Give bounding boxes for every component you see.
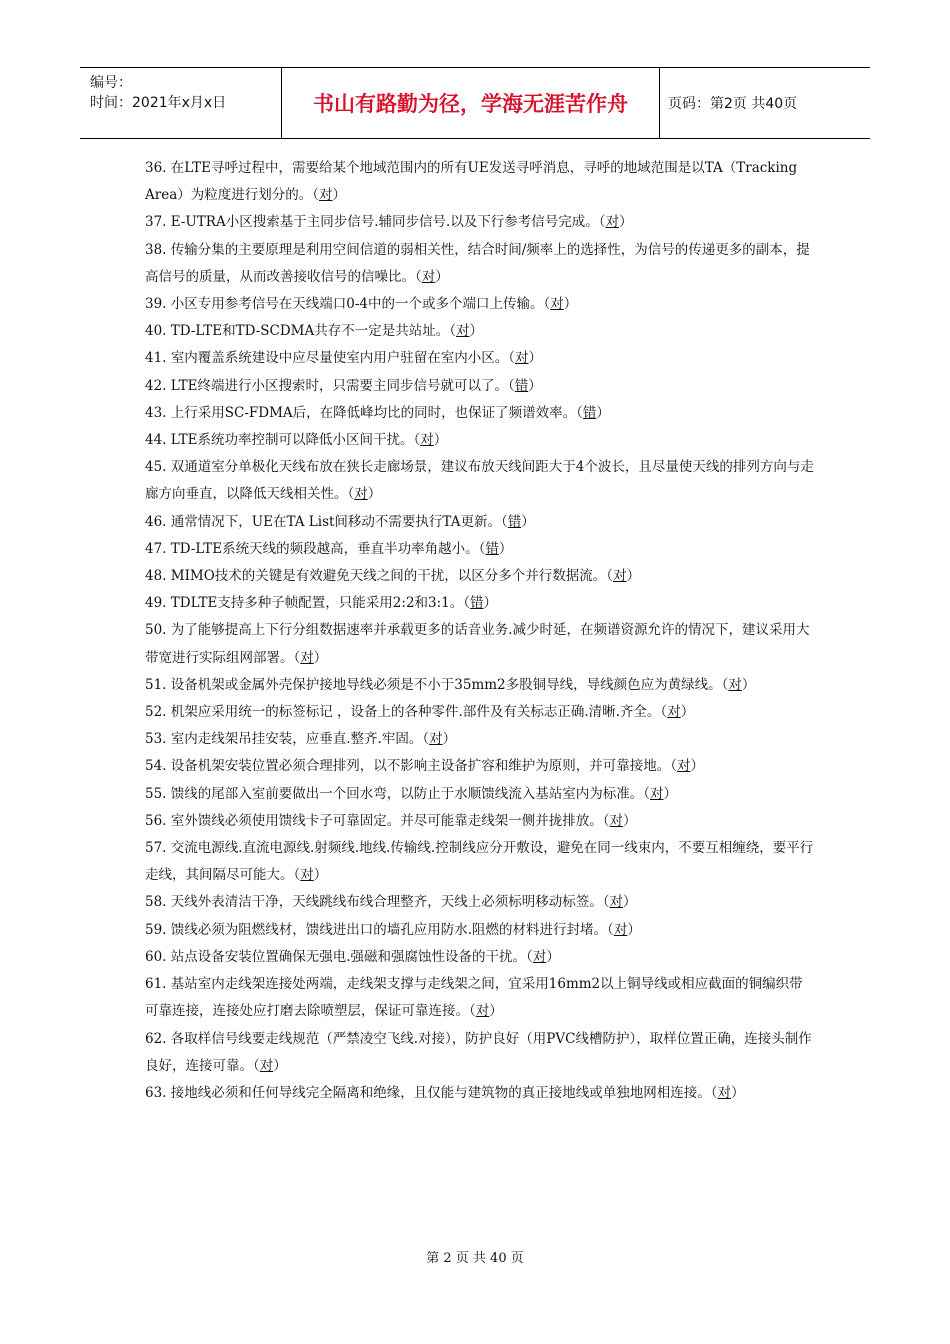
- question-text: 57. 交流电源线.直流电源线.射频线.地线.传输线.控制线应分开敷设，避免在同一线束内，不要互相缠绕，要平行走线，其间隔尽可能大。（: [145, 840, 814, 884]
- answer-close: ）: [627, 921, 641, 938]
- question-item: [145, 536, 815, 563]
- question-text: 36. 在LTE寻呼过程中，需要给某个地域范围内的所有UE发送寻呼消息，寻呼的地域范围是以TA（Tracking Area）为粒度进行划分的。（: [145, 160, 798, 204]
- answer-close: ）: [626, 568, 641, 585]
- answer-close: ）: [731, 1084, 745, 1101]
- question-item: [145, 889, 815, 916]
- question-item: [145, 590, 815, 617]
- question-item: [145, 237, 815, 291]
- answer-mark: 对: [605, 214, 620, 231]
- question-item: [145, 373, 815, 400]
- question-text: 55. 馈线的尾部入室前要做出一个回水弯，以防止于水顺馈线流入基站室内为标准。（: [145, 785, 651, 802]
- answer-mark: 对: [300, 649, 314, 666]
- answer-mark: 对: [550, 296, 564, 313]
- question-item: [145, 672, 815, 699]
- answer-close: ）: [596, 404, 610, 421]
- question-text: 45. 双通道室分单极化天线布放在狭长走廊场景，建议布放天线间距大于4个波长，且尽量使天线的排列方向与走廊方向垂直，以降低天线相关性。（: [145, 459, 814, 503]
- question-item: [145, 563, 815, 590]
- question-item: [145, 1080, 815, 1107]
- question-text: 43. 上行采用SC-FDMA后，在降低峰均比的同时，也保证了频谱效率。（: [145, 404, 583, 421]
- question-text: 44. LTE系统功率控制可以降低小区间干扰。（: [145, 432, 421, 449]
- question-text: 51. 设备机架或金属外壳保护接地导线必须是不小于35mm2多股铜导线，导线颜色应为黄绿线。（: [145, 676, 729, 693]
- number-label: 编号：: [90, 75, 132, 91]
- answer-mark: 对: [650, 785, 664, 802]
- question-text: 37. E-UTRA小区搜索基于主同步信号.辅同步信号.以及下行参考信号完成。（: [145, 214, 606, 231]
- question-text: 50. 为了能够提高上下行分组数据速率并承载更多的话音业务.减少时延，在频谱资源允许的情况下，建议采用大带宽进行实际组网部署。（: [145, 622, 810, 666]
- answer-close: ）: [332, 187, 346, 204]
- answer-mark: 对: [532, 948, 547, 965]
- question-text: 42. LTE终端进行小区搜索时，只需要主同步信号就可以了。（: [145, 377, 515, 394]
- answer-mark: 对: [609, 812, 624, 829]
- answer-close: ）: [623, 812, 637, 829]
- question-text: 58. 天线外表清洁干净，天线跳线布线合理整齐，天线上必须标明移动标签。（: [145, 894, 610, 911]
- answer-close: ）: [313, 649, 328, 666]
- question-text: 38. 传输分集的主要原理是利用空间信道的弱相关性，结合时间/频率上的选择性，为信号的传递更多的副本，提高信号的质量，从而改善接收信号的信噪比。（: [145, 241, 810, 285]
- answer-close: ）: [663, 785, 678, 802]
- header-motto: 书山有路勤为径，学海无涯苦作舟: [282, 68, 660, 138]
- question-text: 48. MIMO技术的关键是有效避免天线之间的干扰，以区分多个并行数据流。（: [145, 568, 614, 585]
- answer-close: ）: [546, 948, 560, 965]
- question-item: [145, 835, 815, 889]
- answer-close: ）: [690, 758, 705, 775]
- answer-close: ）: [528, 377, 542, 394]
- answer-close: ）: [435, 268, 449, 285]
- question-text: 53. 室内走线架吊挂安装，应垂直.整齐.牢固。（: [145, 731, 430, 748]
- answer-mark: 错: [470, 595, 484, 612]
- question-item: [145, 699, 815, 726]
- answer-mark: 对: [609, 894, 624, 911]
- question-text: 60. 站点设备安装位置确保无强电.强磁和强腐蚀性设备的干扰。（: [145, 948, 533, 965]
- answer-close: ）: [433, 432, 448, 449]
- question-text: 39. 小区专用参考信号在天线端口0-4中的一个或多个端口上传输。（: [145, 296, 551, 313]
- question-item: [145, 726, 815, 753]
- question-item: [145, 509, 815, 536]
- answer-mark: 对: [613, 921, 628, 938]
- question-text: 56. 室外馈线必须使用馈线卡子可靠固定。并尽可能靠走线架一侧并拢排放。（: [145, 812, 610, 829]
- answer-mark: 对: [354, 486, 368, 503]
- answer-close: ）: [442, 731, 457, 748]
- question-item: [145, 944, 815, 971]
- answer-close: ）: [489, 1003, 503, 1020]
- question-item: [145, 753, 815, 780]
- answer-mark: 对: [515, 350, 529, 367]
- answer-close: ）: [367, 486, 382, 503]
- question-text: 59. 馈线必须为阻燃线材，馈线进出口的墙孔应用防水.阻燃的材料进行封堵。（: [145, 921, 614, 938]
- answer-mark: 错: [514, 377, 529, 394]
- question-item: [145, 454, 815, 508]
- question-text: 62. 各取样信号线要走线规范（严禁凌空飞线.对接），防护良好（用PVC线槽防护），取样位置正确，连接头制作良好，连接可靠。（: [145, 1030, 812, 1074]
- answer-mark: 对: [613, 568, 627, 585]
- answer-mark: 对: [420, 432, 434, 449]
- answer-mark: 对: [667, 704, 681, 721]
- question-text: 52. 机架应采用统一的标签标记 ，设备上的各种零件.部件及有关标志正确.清晰.齐全。（: [145, 704, 668, 721]
- question-text: 63. 接地线必须和任何导线完全隔离和绝缘，且仅能与建筑物的真正接地线或单独地网相连接。（: [145, 1084, 718, 1101]
- answer-close: ）: [623, 894, 637, 911]
- question-item: [145, 345, 815, 372]
- answer-mark: 对: [429, 731, 443, 748]
- question-list: [145, 155, 815, 1107]
- question-item: [145, 209, 815, 236]
- answer-mark: 对: [300, 867, 314, 884]
- answer-mark: 对: [728, 676, 742, 693]
- header-meta: [80, 68, 282, 138]
- answer-close: ）: [498, 540, 513, 557]
- header-page-info: 页码：第2页 共40页: [668, 96, 798, 112]
- time-label: 时间：2021年x月x日: [90, 95, 227, 111]
- answer-mark: 对: [421, 268, 436, 285]
- question-text: 61. 基站室内走线架连接处两端，走线架支撑与走线架之间，宜采用16mm2以上铜导线或相应截面的铜编织带可靠连接，连接处应打磨去除喷塑层，保证可靠连接。（: [145, 976, 803, 1020]
- answer-close: ）: [563, 296, 578, 313]
- question-item: [145, 291, 815, 318]
- page-footer: 第 2 页 共 40 页: [426, 1251, 524, 1266]
- answer-mark: 对: [456, 323, 470, 340]
- question-item: [145, 155, 815, 209]
- question-item: [145, 971, 815, 1025]
- question-item: [145, 318, 815, 345]
- question-item: [145, 427, 815, 454]
- answer-close: ）: [521, 513, 535, 530]
- answer-mark: 对: [259, 1057, 274, 1074]
- question-text: 49. TDLTE支持多种子帧配置，只能采用2:2和3:1。（: [145, 595, 471, 612]
- question-text: 46. 通常情况下，UE在TA List间移动不需要执行TA更新。（: [145, 513, 508, 530]
- answer-mark: 错: [582, 404, 597, 421]
- answer-mark: 错: [485, 540, 499, 557]
- answer-mark: 对: [475, 1003, 490, 1020]
- question-text: 54. 设备机架安装位置必须合理排列，以不影响主设备扩容和维护为原则，并可靠接地。（: [145, 758, 678, 775]
- question-item: [145, 781, 815, 808]
- answer-close: ）: [741, 676, 756, 693]
- answer-close: ）: [483, 595, 498, 612]
- answer-close: ）: [619, 214, 633, 231]
- question-item: [145, 808, 815, 835]
- answer-mark: 对: [717, 1084, 732, 1101]
- question-text: 41. 室内覆盖系统建设中应尽量使室内用户驻留在室内小区。（: [145, 350, 516, 367]
- answer-close: ）: [469, 323, 483, 340]
- answer-close: ）: [528, 350, 543, 367]
- question-item: [145, 400, 815, 427]
- question-text: 47. TD-LTE系统天线的频段越高，垂直半功率角越小。（: [145, 540, 486, 557]
- question-item: [145, 1026, 815, 1080]
- question-item: [145, 917, 815, 944]
- question-item: [145, 617, 815, 671]
- answer-close: ）: [680, 704, 695, 721]
- question-text: 40. TD-LTE和TD-SCDMA共存不一定是共站址。（: [145, 323, 456, 340]
- answer-close: ）: [313, 867, 328, 884]
- answer-mark: 对: [319, 187, 333, 204]
- answer-close: ）: [273, 1057, 287, 1074]
- answer-mark: 对: [677, 758, 691, 775]
- page-header: [80, 67, 870, 139]
- answer-mark: 错: [507, 513, 522, 530]
